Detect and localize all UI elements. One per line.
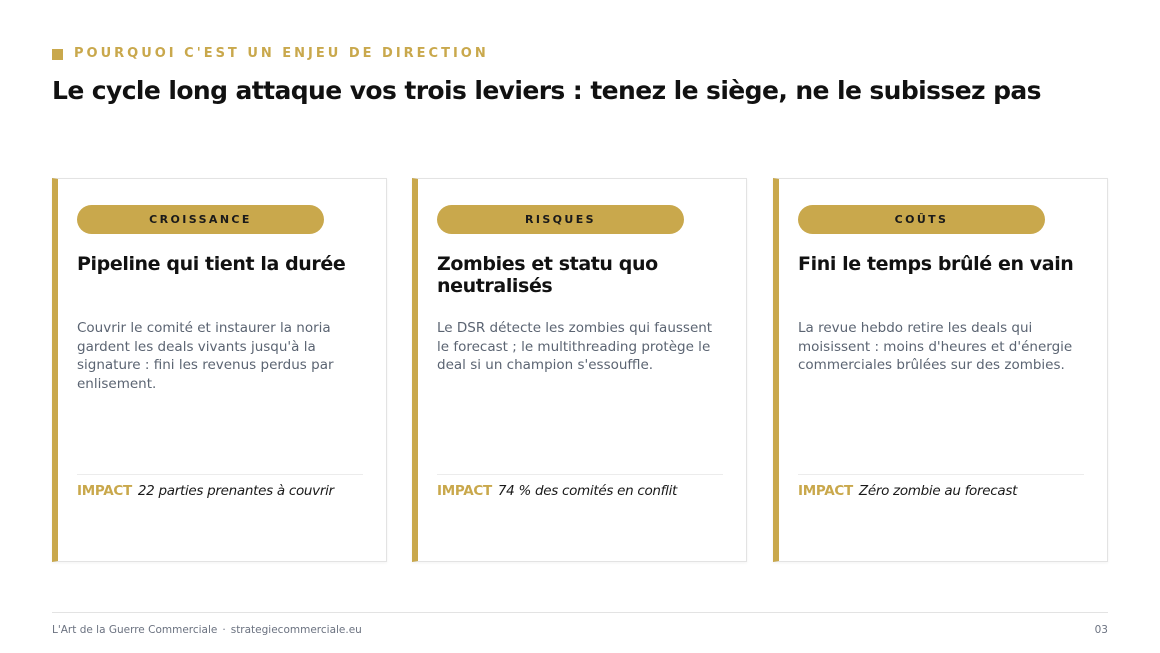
impact-label: IMPACT xyxy=(77,483,132,499)
card-title: Zombies et statu quo neutralisés xyxy=(437,253,658,297)
eyebrow-label: POURQUOI C'EST UN ENJEU DE DIRECTION xyxy=(74,46,489,61)
card-divider xyxy=(77,474,363,475)
impact-value: Zéro zombie au forecast xyxy=(858,483,1018,499)
footer-brand: L'Art de la Guerre Commerciale xyxy=(52,624,218,636)
card-tag: RISQUES xyxy=(437,205,684,234)
footer-credit xyxy=(52,623,362,637)
card-impact xyxy=(437,482,737,500)
impact-label: IMPACT xyxy=(798,483,853,499)
card-divider xyxy=(798,474,1084,475)
impact-label: IMPACT xyxy=(437,483,492,499)
card-croissance xyxy=(52,178,387,562)
card-body: La revue hebdo retire les deals qui moisissent : moins d'heures et d'énergie commerciales brûlées sur des zombies. xyxy=(798,320,1073,373)
lever-cards xyxy=(52,178,1108,562)
card-tag: COÛTS xyxy=(798,205,1045,234)
footer-site-link[interactable]: strategiecommerciale.eu xyxy=(230,624,362,636)
section-eyebrow xyxy=(52,47,489,61)
card-couts xyxy=(773,178,1108,562)
card-impact xyxy=(798,482,1098,500)
page-number: 03 xyxy=(1094,624,1108,636)
card-title: Pipeline qui tient la durée xyxy=(77,253,346,275)
card-divider xyxy=(437,474,723,475)
card-tag: CROISSANCE xyxy=(77,205,324,234)
impact-value: 22 parties prenantes à couvrir xyxy=(137,483,334,499)
page-title: Le cycle long attaque vos trois leviers : tenez le siège, ne le subissez pas xyxy=(52,76,1041,105)
card-body: Couvrir le comité et instaurer la noria gardent les deals vivants jusqu'à la signature : fini les revenus perdus par enlisement. xyxy=(77,320,334,392)
footer-separator: · xyxy=(222,624,226,636)
card-body: Le DSR détecte les zombies qui faussent le forecast ; le multithreading protège le deal si un champion s'essouffle. xyxy=(437,320,713,373)
impact-value: 74 % des comités en conflit xyxy=(497,483,678,499)
card-impact xyxy=(77,482,377,500)
card-risques xyxy=(412,178,747,562)
card-title: Fini le temps brûlé en vain xyxy=(798,253,1074,275)
footer-divider xyxy=(52,612,1108,613)
eyebrow-square-icon xyxy=(52,49,63,60)
